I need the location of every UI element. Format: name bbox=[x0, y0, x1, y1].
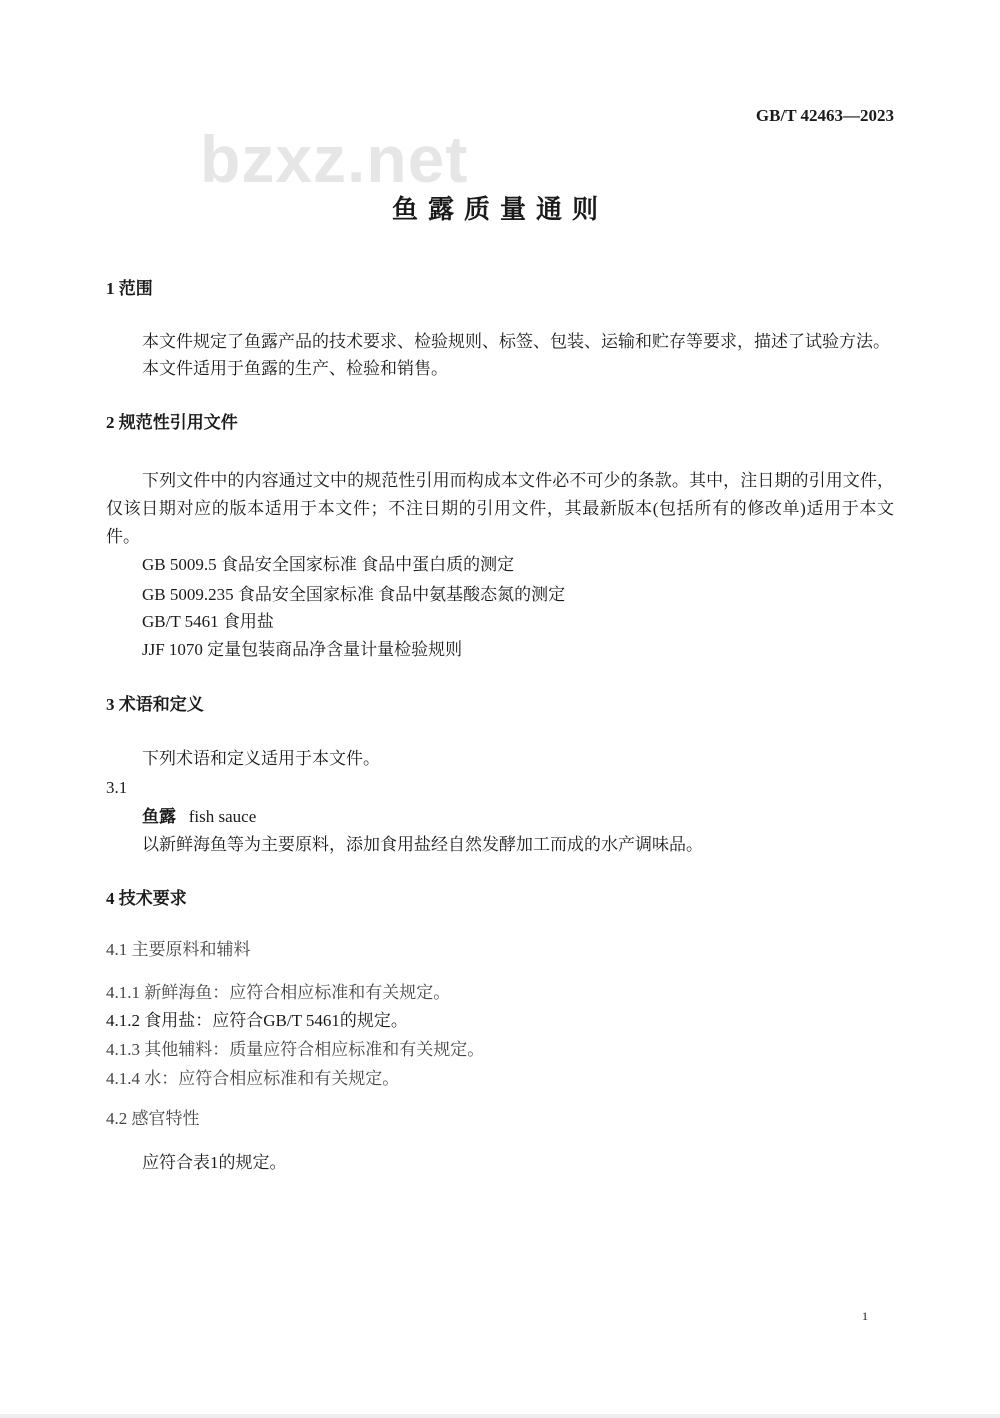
term-number: 3.1 bbox=[106, 778, 128, 797]
paragraph: 应符合表1的规定。 bbox=[142, 1153, 287, 1172]
section-4-heading: 4 技术要求 bbox=[106, 889, 187, 908]
term bbox=[142, 806, 256, 828]
reference-item: GB/T 5461 食用盐 bbox=[142, 612, 274, 631]
paragraph: 本文件规定了鱼露产品的技术要求、检验规则、标签、包装、运输和贮存等要求，描述了试验方法。 bbox=[142, 332, 890, 351]
watermark: bzxz.net bbox=[200, 122, 469, 196]
page-number: 1 bbox=[862, 1309, 868, 1323]
paragraph: 下列术语和定义适用于本文件。 bbox=[142, 749, 380, 768]
paragraph: 下列文件中的内容通过文中的规范性引用而构成本文件必不可少的条款。其中，注日期的引用文件，仅该日期对应的版本适用于本文件；不注日期的引用文件，其最新版本(包括所有的修改单)适用于本文件。 bbox=[106, 471, 894, 546]
term-chinese: 鱼露 bbox=[142, 807, 176, 826]
clause: 4.1.1 新鲜海鱼：应符合相应标准和有关规定。 bbox=[106, 983, 451, 1002]
clause: 4.1.4 水：应符合相应标准和有关规定。 bbox=[106, 1069, 400, 1088]
section-1-heading: 1 范围 bbox=[106, 279, 153, 298]
reference-item: JJF 1070 定量包装商品净含量计量检验规则 bbox=[142, 640, 463, 659]
clause: 4.1.3 其他辅料：质量应符合相应标准和有关规定。 bbox=[106, 1040, 485, 1059]
subsection-heading: 4.1 主要原料和辅料 bbox=[106, 940, 251, 959]
reference-item: GB 5009.235 食品安全国家标准 食品中氨基酸态氮的测定 bbox=[142, 585, 566, 604]
term-english: fish sauce bbox=[188, 807, 257, 826]
subsection-heading: 4.2 感官特性 bbox=[106, 1109, 200, 1128]
reference-item: GB 5009.5 食品安全国家标准 食品中蛋白质的测定 bbox=[142, 555, 515, 574]
page-bottom-edge bbox=[0, 1414, 1000, 1418]
term-definition: 以新鲜海鱼等为主要原料，添加食用盐经自然发酵加工而成的水产调味品。 bbox=[142, 835, 703, 854]
clause: 4.1.2 食用盐：应符合GB/T 5461的规定。 bbox=[106, 1011, 408, 1030]
paragraph: 本文件适用于鱼露的生产、检验和销售。 bbox=[142, 359, 448, 378]
section-2-heading: 2 规范性引用文件 bbox=[106, 413, 238, 432]
document-title: 鱼露质量通则 bbox=[391, 195, 608, 224]
standard-number: GB/T 42463—2023 bbox=[755, 106, 894, 125]
section-3-heading: 3 术语和定义 bbox=[106, 695, 204, 714]
